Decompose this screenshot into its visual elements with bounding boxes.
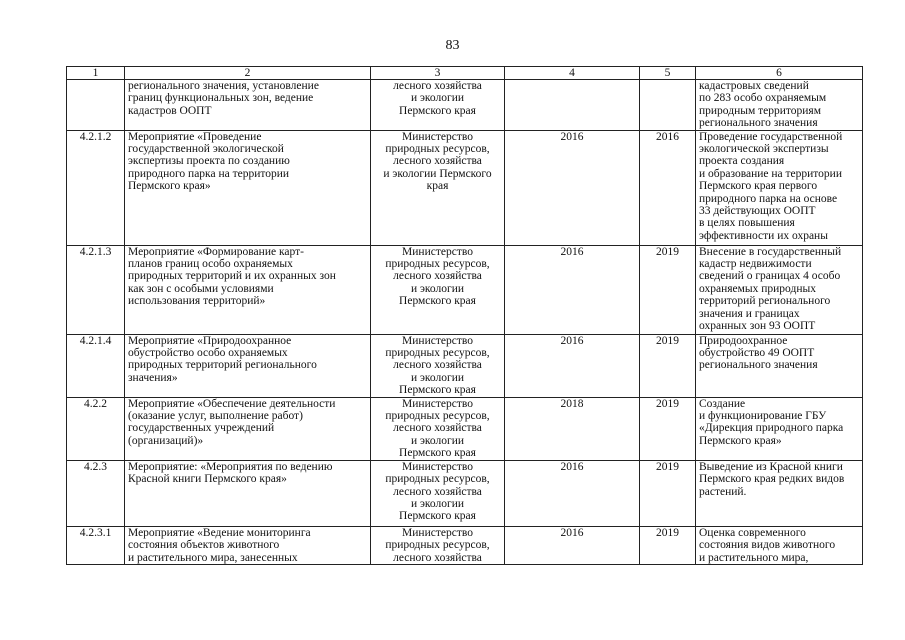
result-cell <box>696 397 863 460</box>
measure-code-cell <box>67 80 125 131</box>
measure-name-cell-line: использования территорий» <box>128 295 266 308</box>
measure-name-cell-line: природных территорий и их охранных зон <box>128 270 336 283</box>
measure-name-cell-line: Красной книги Пермского края» <box>128 473 287 486</box>
result-cell-line: охраняемых природных <box>699 282 816 295</box>
executor-cell <box>371 460 505 526</box>
column-header: 1 <box>67 67 125 80</box>
result-cell-line: Пермского края редких видов <box>699 473 845 486</box>
measure-name-cell-line: Пермского края» <box>128 180 211 193</box>
executor-cell-line: Министерство <box>402 526 473 539</box>
executor-cell-line: лесного хозяйства <box>393 359 482 372</box>
measure-name-cell-line: как зон с особыми условиями <box>128 282 274 295</box>
end-year-cell: 2019 <box>640 526 696 564</box>
executor-cell <box>371 334 505 397</box>
table-row <box>67 460 863 526</box>
executor-cell-line: природных ресурсов, <box>385 347 490 360</box>
column-header: 5 <box>640 67 696 80</box>
measure-name-cell <box>125 397 371 460</box>
column-header: 2 <box>125 67 371 80</box>
result-cell-line: Природоохранное <box>699 334 788 347</box>
table-row <box>67 526 863 564</box>
start-year-cell: 2016 <box>505 526 640 564</box>
measure-code-cell: 4.2.1.2 <box>67 130 125 245</box>
measure-name-cell-line: планов границ особо охраняемых <box>128 258 293 271</box>
executor-cell-line: лесного хозяйства <box>393 485 482 498</box>
measure-name-cell-line: (оказание услуг, выполнение работ) <box>128 410 303 423</box>
start-year-cell: 2018 <box>505 397 640 460</box>
executor-cell-line: Министерство <box>402 460 473 473</box>
measure-name-cell <box>125 245 371 334</box>
result-cell <box>696 80 863 131</box>
result-cell-line: Создание <box>699 397 746 410</box>
executor-cell <box>371 130 505 245</box>
result-cell-line: Пермского края» <box>699 434 782 447</box>
executor-cell-line: лесного хозяйства <box>393 551 482 564</box>
column-header: 3 <box>371 67 505 80</box>
result-cell-line: Внесение в государственный <box>699 245 842 258</box>
executor-cell-line: Пермского края <box>399 447 476 460</box>
result-cell-line: Выведение из Красной книги <box>699 460 843 473</box>
measure-name-cell-line: Мероприятие: «Мероприятия по ведению <box>128 460 333 473</box>
executor-cell-line: природных ресурсов, <box>385 410 490 423</box>
measure-code-cell: 4.2.1.4 <box>67 334 125 397</box>
result-cell-line: 33 действующих ООПТ <box>699 205 816 218</box>
start-year-cell: 2016 <box>505 334 640 397</box>
result-cell-line: «Дирекция природного парка <box>699 422 844 435</box>
result-cell-line: кадастровых сведений <box>699 80 809 92</box>
measure-name-cell-line: природных территорий регионального <box>128 359 317 372</box>
column-header: 6 <box>696 67 863 80</box>
table-row <box>67 245 863 334</box>
measure-name-cell-line: Мероприятие «Ведение мониторинга <box>128 526 311 539</box>
result-cell-line: состояния видов животного <box>699 539 836 552</box>
executor-cell-line: Министерство <box>402 397 473 410</box>
result-cell-line: в целях повышения <box>699 217 795 230</box>
table-row <box>67 80 863 131</box>
executor-cell-line: природных ресурсов, <box>385 539 490 552</box>
end-year-cell: 2016 <box>640 130 696 245</box>
measure-code-cell: 4.2.3.1 <box>67 526 125 564</box>
executor-cell-line: Министерство <box>402 334 473 347</box>
end-year-cell: 2019 <box>640 460 696 526</box>
executor-cell-line: лесного хозяйства <box>393 80 482 92</box>
measures-table <box>66 66 863 565</box>
measure-name-cell-line: Мероприятие «Формирование карт- <box>128 245 304 258</box>
measure-code-cell: 4.2.1.3 <box>67 245 125 334</box>
executor-cell-line: Пермского края <box>399 510 476 523</box>
measure-name-cell-line: Мероприятие «Природоохранное <box>128 334 292 347</box>
executor-cell <box>371 80 505 131</box>
start-year-cell: 2016 <box>505 460 640 526</box>
measure-name-cell <box>125 526 371 564</box>
measure-code-cell: 4.2.2 <box>67 397 125 460</box>
result-cell-line: растений. <box>699 485 747 498</box>
executor-cell-line: природных ресурсов, <box>385 473 490 486</box>
executor-cell-line: и экологии <box>410 371 465 384</box>
start-year-cell: 2016 <box>505 245 640 334</box>
executor-cell <box>371 526 505 564</box>
result-cell-line: Проведение государственной <box>699 130 843 143</box>
end-year-cell: 2019 <box>640 245 696 334</box>
result-cell-line: регионального значения <box>699 359 818 372</box>
measure-name-cell-line: экспертизы проекта по созданию <box>128 155 290 168</box>
executor-cell-line: лесного хозяйства <box>393 422 482 435</box>
executor-cell <box>371 397 505 460</box>
measure-name-cell <box>125 130 371 245</box>
measure-name-cell-line: Мероприятие «Проведение <box>128 130 262 143</box>
result-cell-line: эффективности их охраны <box>699 229 828 242</box>
result-cell-line: и функционирование ГБУ <box>699 410 827 423</box>
measure-name-cell-line: Мероприятие «Обеспечение деятельности <box>128 397 336 410</box>
measure-code-cell: 4.2.3 <box>67 460 125 526</box>
executor-cell-line: края <box>426 180 449 193</box>
executor-cell-line: лесного хозяйства <box>393 270 482 283</box>
measure-name-cell <box>125 80 371 131</box>
executor-cell-line: Министерство <box>402 245 473 258</box>
measure-name-cell-line: и растительного мира, занесенных <box>128 551 298 564</box>
executor-cell-line: лесного хозяйства <box>393 155 482 168</box>
executor-cell-line: и экологии <box>410 92 465 105</box>
end-year-cell <box>640 80 696 131</box>
result-cell-line: регионального значения <box>699 117 818 130</box>
result-cell-line: сведений о границах 4 особо <box>699 270 841 283</box>
measure-name-cell-line: государственной экологической <box>128 143 284 156</box>
result-cell-line: природного парка на основе <box>699 192 838 205</box>
executor-cell-line: и экологии <box>410 434 465 447</box>
measure-name-cell-line: состояния объектов животного <box>128 539 280 552</box>
result-cell <box>696 460 863 526</box>
measure-name-cell-line: государственных учреждений <box>128 422 275 435</box>
executor-cell-line: Пермского края <box>399 104 476 117</box>
table-row <box>67 334 863 397</box>
executor-cell <box>371 245 505 334</box>
measure-name-cell-line: кадастров ООПТ <box>128 104 212 117</box>
result-cell-line: обустройство 49 ООПТ <box>699 347 815 360</box>
measure-name-cell-line: обустройство особо охраняемых <box>128 347 288 360</box>
result-cell-line: охранных зон 93 ООПТ <box>699 320 816 333</box>
executor-cell-line: Пермского края <box>399 295 476 308</box>
page-number: 83 <box>445 38 460 53</box>
result-cell-line: кадастр недвижимости <box>699 258 812 271</box>
measure-name-cell <box>125 460 371 526</box>
result-cell-line: и образование на территории <box>699 167 842 180</box>
executor-cell-line: и экологии <box>410 282 465 295</box>
result-cell-line: проекта создания <box>699 155 785 168</box>
result-cell <box>696 526 863 564</box>
column-header: 4 <box>505 67 640 80</box>
measure-name-cell-line: регионального значения, установление <box>128 80 319 92</box>
result-cell-line: территорий регионального <box>699 295 831 308</box>
result-cell <box>696 245 863 334</box>
result-cell-line: значения и границах <box>699 307 800 320</box>
measure-name-cell <box>125 334 371 397</box>
start-year-cell <box>505 80 640 131</box>
end-year-cell: 2019 <box>640 397 696 460</box>
result-cell-line: экологической экспертизы <box>699 143 829 156</box>
executor-cell-line: природных ресурсов, <box>385 143 490 156</box>
executor-cell-line: природных ресурсов, <box>385 258 490 271</box>
measure-name-cell-line: (организаций)» <box>128 434 204 447</box>
result-cell <box>696 334 863 397</box>
executor-cell-line: Министерство <box>402 130 473 143</box>
measure-name-cell-line: значения» <box>128 371 178 384</box>
result-cell-line: природным территориям <box>699 104 821 117</box>
table-row <box>67 130 863 245</box>
measure-name-cell-line: границ функциональных зон, ведение <box>128 92 314 105</box>
result-cell-line: Оценка современного <box>699 526 806 539</box>
executor-cell-line: Пермского края <box>399 384 476 397</box>
executor-cell-line: и экологии Пермского <box>383 167 492 180</box>
result-cell-line: и растительного мира, <box>699 551 809 564</box>
end-year-cell: 2019 <box>640 334 696 397</box>
measure-name-cell-line: природного парка на территории <box>128 167 290 180</box>
result-cell-line: Пермского края первого <box>699 180 818 193</box>
table-row <box>67 397 863 460</box>
table-header-row <box>67 67 863 80</box>
start-year-cell: 2016 <box>505 130 640 245</box>
result-cell <box>696 130 863 245</box>
result-cell-line: по 283 особо охраняемым <box>699 92 827 105</box>
executor-cell-line: и экологии <box>410 497 465 510</box>
